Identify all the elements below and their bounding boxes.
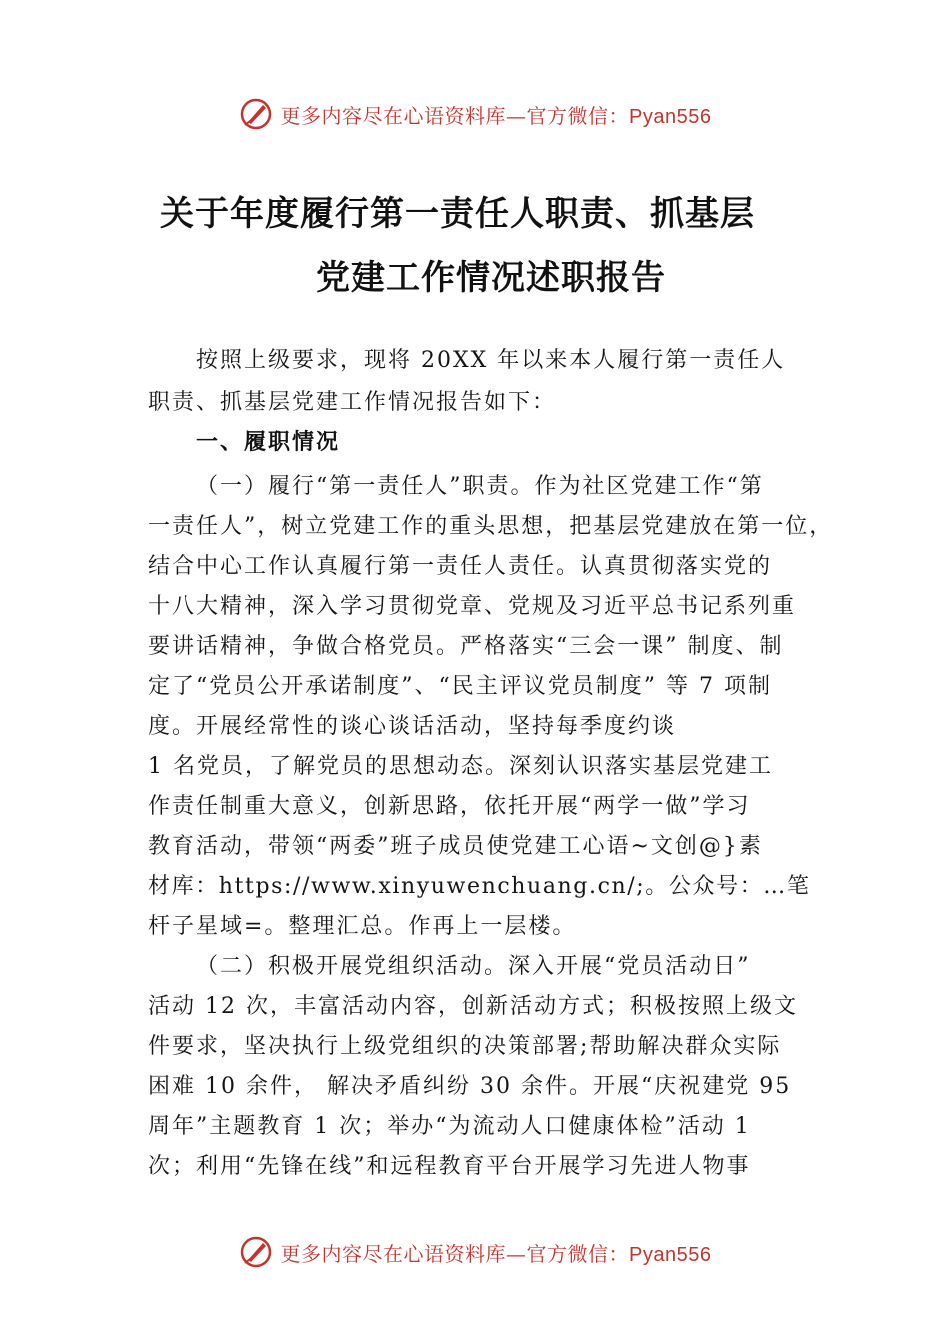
watermark-banner-bottom (0, 1232, 950, 1272)
document-title-line-2: 党建工作情况述职报告 (316, 258, 666, 298)
watermark-text: 更多内容尽在心语资料库—官方微信：Pyan556 (280, 1241, 712, 1266)
body-line: 活动 12 次，丰富活动内容，创新活动方式；积极按照上级文 (148, 994, 798, 1019)
body-line: 周年”主题教育 1 次；举办“为流动人口健康体检”活动 1 (148, 1114, 751, 1139)
section-heading: 一、履职情况 (196, 430, 341, 455)
body-line: 作责任制重大意义，创新思路，依托开展“两学一做”学习 (148, 794, 751, 819)
body-line: 件要求，坚决执行上级党组织的决策部署;帮助解决群众实际 (148, 1034, 782, 1059)
body-line: 教育活动，带领“两委”班子成员使党建工心语~文创@}素 (148, 834, 763, 859)
watermark-text: 更多内容尽在心语资料库—官方微信：Pyan556 (280, 103, 712, 128)
quill-logo-icon (239, 1235, 273, 1269)
body-line: 度。开展经常性的谈心谈话活动，坚持每季度约谈 (148, 714, 677, 739)
body-line: 十八大精神，深入学习贯彻党章、党规及习近平总书记系列重 (148, 594, 797, 619)
body-line: 1 名党员，了解党员的思想动态。深刻认识落实基层党建工 (148, 754, 773, 779)
body-line: 次；利用“先锋在线”和远程教育平台开展学习先进人物事 (148, 1154, 751, 1179)
body-line: 结合中心工作认真履行第一责任人责任。认真贯彻落实党的 (148, 554, 773, 579)
intro-line: 按照上级要求，现将 20XX 年以来本人履行第一责任人 (196, 348, 786, 373)
quill-logo-icon (239, 97, 273, 131)
body-line: 困难 10 余件， 解决矛盾纠纷 30 余件。开展“庆祝建党 95 (148, 1074, 792, 1099)
body-line: 材库：https://www.xinyuwenchuang.cn/;。公众号：…笔 (148, 874, 811, 899)
intro-line: 职责、抓基层党建工作情况报告如下： (148, 390, 557, 415)
body-line: （二）积极开展党组织活动。深入开展“党员活动日” (196, 954, 751, 979)
watermark-banner-top (0, 94, 950, 134)
body-line: （一）履行“第一责任人”职责。作为社区党建工作“第 (196, 474, 764, 499)
body-line: 定了“党员公开承诺制度”、“民主评议党员制度” 等 7 项制 (148, 674, 772, 699)
body-line: 一责任人”，树立党建工作的重头思想，把基层党建放在第一位， (148, 514, 834, 539)
body-line: 要讲话精神，争做合格党员。严格落实“三会一课” 制度、制 (148, 634, 784, 659)
body-line: 杆子星域=。整理汇总。作再上一层楼。 (148, 914, 577, 939)
document-title-line-1: 关于年度履行第一责任人职责、抓基层 (160, 194, 755, 234)
